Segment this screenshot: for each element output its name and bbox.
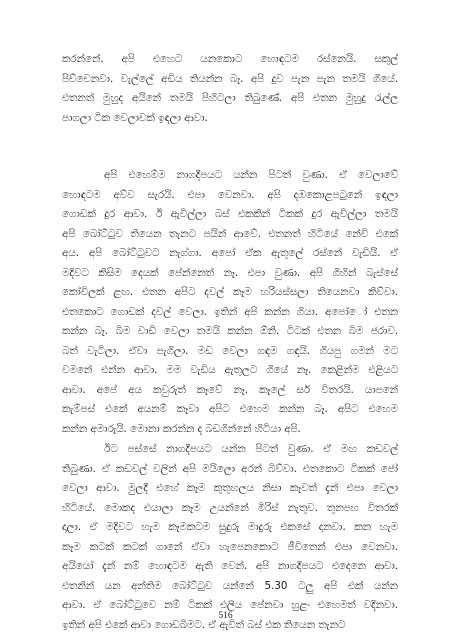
text-line: වමනේ එන්න ආවා. මම වැඩිය ඇතුලට ගියේ නෑ. කෙළින්ම එළියට	[62, 364, 398, 376]
paragraph-3	[62, 440, 398, 635]
text-line: ගොඩක් දුර ආවා. ඊ ඇවිල්ලා බස් එකකින් ටිකක් දුර ඇවිල්ලා තමයි	[62, 208, 398, 220]
text-line: තිබුණා. ඒ කඩවල් වලින් අපි මයිලො අරන් බිව්වා. එතකොට ටිකක් ජෝ	[62, 462, 398, 475]
text-line: අපි බෝට්ටුව තියෙන තැනට පයින් ආවේ. එතනත් හිටියේ නේවි එකේ	[62, 227, 398, 240]
text-line: පිච්චෙනවා. වැල්ලේ අඩිය තියන්න බෑ. අපි දුව පැන පැන තමයි ගියේ.	[62, 72, 398, 85]
text-line: ආවා. ඒ බෝට්ටුවෙ නම් ටිකක් එලිය පේනවා හුළං එහෙමත් වදිනවා.	[62, 599, 398, 611]
text-line: කැම්පස් එකේ අයනම් කෑවා අපිට එහෙම කන්න බෑ. අපිට එහෙම	[62, 403, 398, 415]
text-line: කරන්නේ. අපි එහෙට යනකොට හොඳටම රස්නෙයි. සකුල්	[62, 53, 398, 65]
text-line: අයියෝ දැන් නම් හොඳටම ඇති වෙන්. අපි නාගදීපයට එදෙනෙ ආවා.	[62, 560, 398, 572]
text-line: කන්න බෑ. බිම වාඩි වෙලා තමයි කන්න ඕනි. ටිටක් එතන බිම ජරාව.	[62, 325, 398, 337]
text-line: කෝවිලක් ළඟ. එතන අපිට දවල් කෑම හරියස්සලා තියෙනවා කිව්වා.	[62, 286, 398, 298]
text-line: කන්න අමාරුයි. මොනා කරන්න ද බඩගින්නේ හිටියා අපි.	[62, 422, 301, 435]
text-line: ඉතින් අපි එකේ ආවා ගොඩබිමට. ඒ ඇවිත් බස් එක තියෙන තැනට	[62, 618, 346, 631]
page-number: 516	[218, 611, 233, 621]
text-line: එතනින් යන අන්තිම බෝට්ටුව යන්නේ 5.30 ටලු අපි එක් යන්න	[62, 579, 398, 592]
paragraph-1	[62, 50, 398, 128]
text-line: ඊට පස්සේ නාගදීපයට යන්න පිටත් වුණා. ඒ මඟ කඩවල්	[104, 443, 398, 455]
text-line: අපි එහෙම්ම නාගදීපයට යන්න පිටත් වුණා. ඒ වෙලාවේ	[104, 169, 398, 181]
text-line: ආවා. අපේ අය කවුරුත් කෑවේ නෑ. කෑලේ සර් විතරයි. යාපනේ	[62, 383, 398, 396]
text-line: බත් වැටිලා. ඒවා පැගිලා. මඩ වෙලා ගඳම ගඳයි. ගියපු ගමන් මට	[62, 344, 398, 357]
text-line: දාලා. ඒ මදිවට හැම කෑමකටම සුදුරු මාදුරු එකසේ දානවා. කන හැම	[62, 521, 398, 533]
text-line: මදිවට කිසිම දෙයක් පේන්නෙත් නෑ. එපා වුණා. අපි ගිහින් බැස්සේ	[62, 266, 398, 279]
text-line: හොඳටම අව්ව සැරයි. එපා වෙනවා. අපි දඹකොළපටුනේ ඉඳලා	[62, 188, 398, 201]
text-line: හිටියේ. මොකද එයාලා කෑම උයන්නේ මිරිස් නැතුව. තුනපහ විතරක්	[62, 501, 398, 514]
text-line: අය. අපි බෝට්ටුවට නැග්ගා. අපෝ ඒක ඇතුලේ රස්නේ වැඩියි. ඒ	[62, 247, 398, 259]
text-line: එතනත් මුහුද අයිනේ තමයි පිහිටලා තිබුණේ. අපි එතන මුහුදු රැල්ල	[62, 92, 398, 104]
paragraph-2	[62, 166, 398, 439]
text-line: කෑම කටක් කටක් ගානේ ඒවා හැපෙනකොට ජීවිතෙන් එපා වෙනවා.	[62, 540, 398, 553]
text-line: වෙලා ආවා. මුලදී එහේ කෑම කුතුහලය නිසා කෑවත් දැන් එපා වෙලා	[62, 482, 398, 494]
text-line: පාගලා ටික වෙලාවක් ඉඳලා ආවා.	[62, 111, 208, 124]
text-line: එතකොට ගොඩක් දවල් වෙලා. ඉතින් අපි කන්න ගියා. අපෝෝ එතන	[62, 305, 398, 318]
